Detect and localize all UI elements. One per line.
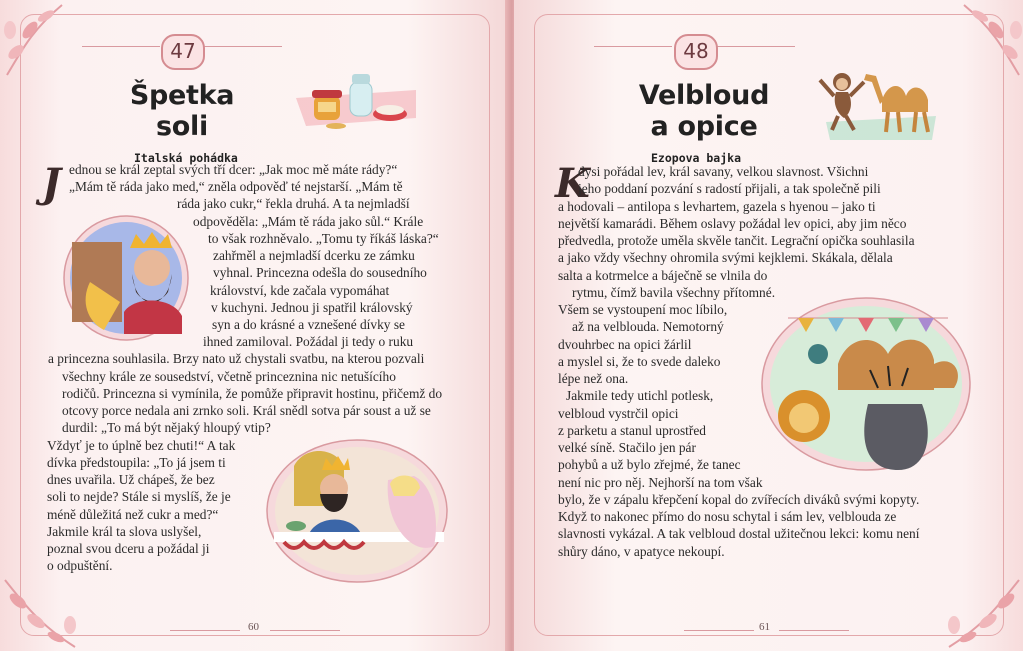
title-line: a opice — [650, 111, 758, 142]
text-line: „Mám tě ráda jako med,“ zněla odpověď té nejstarší. „Mám tě — [69, 179, 403, 194]
story-number-badge: 47 — [161, 34, 205, 70]
text-line: Když to nakonec přímo do nosu schytal i sám lev, velblouda ze — [558, 509, 897, 524]
honey-salt-illustration — [296, 68, 416, 140]
text-line: poznal svou dceru a požádal ji — [47, 541, 210, 556]
text-line: všechny krále ze sousedství, včetně princeznina nic netušícího — [62, 369, 396, 384]
story-title — [614, 80, 794, 142]
text-line: ednou se král zeptal svých tří dcer: „Jak moc mě máte rády?“ — [69, 162, 398, 177]
text-line: dnes uvařila. Už chápeš, že bez — [47, 472, 215, 487]
footer-ornament-line — [170, 630, 240, 631]
text-line: až na velblouda. Nemotorný — [572, 319, 724, 334]
drop-cap: J — [42, 160, 61, 207]
title-line: Špetka — [129, 80, 235, 111]
story-subtitle: Italská pohádka — [134, 151, 238, 165]
text-line: Vždyť je to úplně bez chuti!“ A tak — [47, 438, 236, 453]
text-line: království, kde začala vypomáhat — [210, 283, 390, 298]
text-line: zahřměl a nejmladší dcerku ze zámku — [213, 248, 415, 263]
text-line: a princezna souhlasila. Brzy nato už chystali svatbu, na kterou pozvali — [48, 351, 425, 366]
text-line: Všem se vystoupení moc líbilo, — [558, 302, 728, 317]
floral-corner-icon — [954, 0, 1023, 80]
salt-shaker-icon — [350, 74, 372, 116]
drop-cap: K — [555, 160, 590, 207]
floral-corner-icon — [0, 575, 80, 651]
header-ornament-line — [82, 46, 160, 47]
text-line: a myslel si, že to svede daleko — [558, 354, 721, 369]
text-line: slavnosti vykázal. A tak velbloud dostal užitečnou lekci: komu není — [558, 526, 920, 541]
text-line: dysi pořádal lev, král savany, velkou slavnost. Všichni — [578, 164, 869, 179]
text-line: pohybů a už bylo zřejmé, že tanec — [558, 457, 741, 472]
text-line: v kuchyni. Jednou ji spatřil královský — [211, 300, 413, 315]
text-line: dívka předstoupila: „To já jsem ti — [47, 455, 226, 470]
story-number-badge: 48 — [674, 34, 718, 70]
story-subtitle: Ezopova bajka — [651, 151, 742, 165]
text-line: durdil: „To má být nějaký hloupý vtip? — [62, 420, 271, 435]
header-ornament-line — [204, 46, 282, 47]
text-line: Jakmile tedy utichl potlesk, — [566, 388, 714, 403]
text-line: ráda jako cukr,“ řekla druhá. A ta nejmladší — [177, 196, 410, 211]
text-line: rytmu, čímž bavila všechny přítomné. — [572, 285, 776, 300]
left-page — [0, 0, 509, 651]
feast-illustration — [264, 436, 450, 586]
text-line: není nic pro něj. Nejhorší na tom však — [558, 475, 763, 490]
text-line: a hodovali – antilopa s levhartem, gazela s hyenou – jako ti — [558, 199, 876, 214]
text-line: otcovy porce nedala ani zrnko soli. Král snědl sotva pár soust a už se — [62, 403, 431, 418]
page-number: 60 — [248, 621, 259, 633]
text-line: méně důležitá než cukr a med?“ — [47, 507, 219, 522]
honey-jar-icon — [312, 90, 342, 120]
header-ornament-line — [594, 46, 672, 47]
footer-ornament-line — [779, 630, 849, 631]
text-line: soli to nejde? Stále si myslíš, že je — [47, 489, 231, 504]
text-line: vyhnal. Princezna odešla do sousedního — [213, 265, 427, 280]
text-line: to však rozhněvalo. „Tomu ty říkáš láska?“ — [208, 231, 439, 246]
text-line: a jako vždy všechny ohromila svými kejklemi. Skákala, dělala — [558, 250, 893, 265]
floral-corner-icon — [944, 575, 1023, 651]
title-line: soli — [156, 111, 208, 142]
text-line: Jakmile král ta slova uslyšel, — [47, 524, 202, 539]
text-line: předvedla, protože uměla skvěle tančit. Legrační opička souhlasila — [558, 233, 915, 248]
text-line: lépe než ona. — [558, 371, 629, 386]
text-line: syn a do krásné a vznešené dívky se — [212, 317, 405, 332]
text-line: dvouhrbec na opici žárlil — [558, 337, 692, 352]
header-ornament-line — [717, 46, 795, 47]
text-line: největší kamarádi. Během oslavy požádal lev opici, aby jim něco — [558, 216, 907, 231]
footer-ornament-line — [684, 630, 754, 631]
text-line: rodičů. Princezna si vymínila, že pomůže připravit hostinu, přičemž do — [62, 386, 443, 401]
text-line: jeho poddaní pozvání s radostí přijali, a tak společně pili — [578, 181, 881, 196]
story-title — [112, 80, 252, 142]
king-illustration — [60, 212, 192, 344]
text-line: velbloud vystrčil opici — [558, 406, 679, 421]
right-page — [514, 0, 1023, 651]
page-number: 61 — [759, 621, 770, 633]
monkey-camel-illustration — [812, 60, 944, 142]
text-line: salta a kotrmelce a báječně se vlnila do — [558, 268, 768, 283]
text-line: o odpuštění. — [47, 558, 113, 573]
text-line: ihned zamiloval. Požádal ji tedy o ruku — [203, 334, 414, 349]
title-line: Velbloud — [638, 80, 770, 111]
text-line: shůry dáno, v apatyce nekoupí. — [558, 544, 725, 559]
text-line: odpověděla: „Mám tě ráda jako sůl.“ Krále — [193, 214, 424, 229]
text-line: velké síně. Stačilo jen pár — [558, 440, 696, 455]
text-line: z parketu a stanul uprostřed — [558, 423, 706, 438]
footer-ornament-line — [270, 630, 340, 631]
text-line: bylo, že v zápalu křepčení kopal do zvířecích diváků svými kopyty. — [558, 492, 920, 507]
party-illustration — [758, 294, 974, 474]
